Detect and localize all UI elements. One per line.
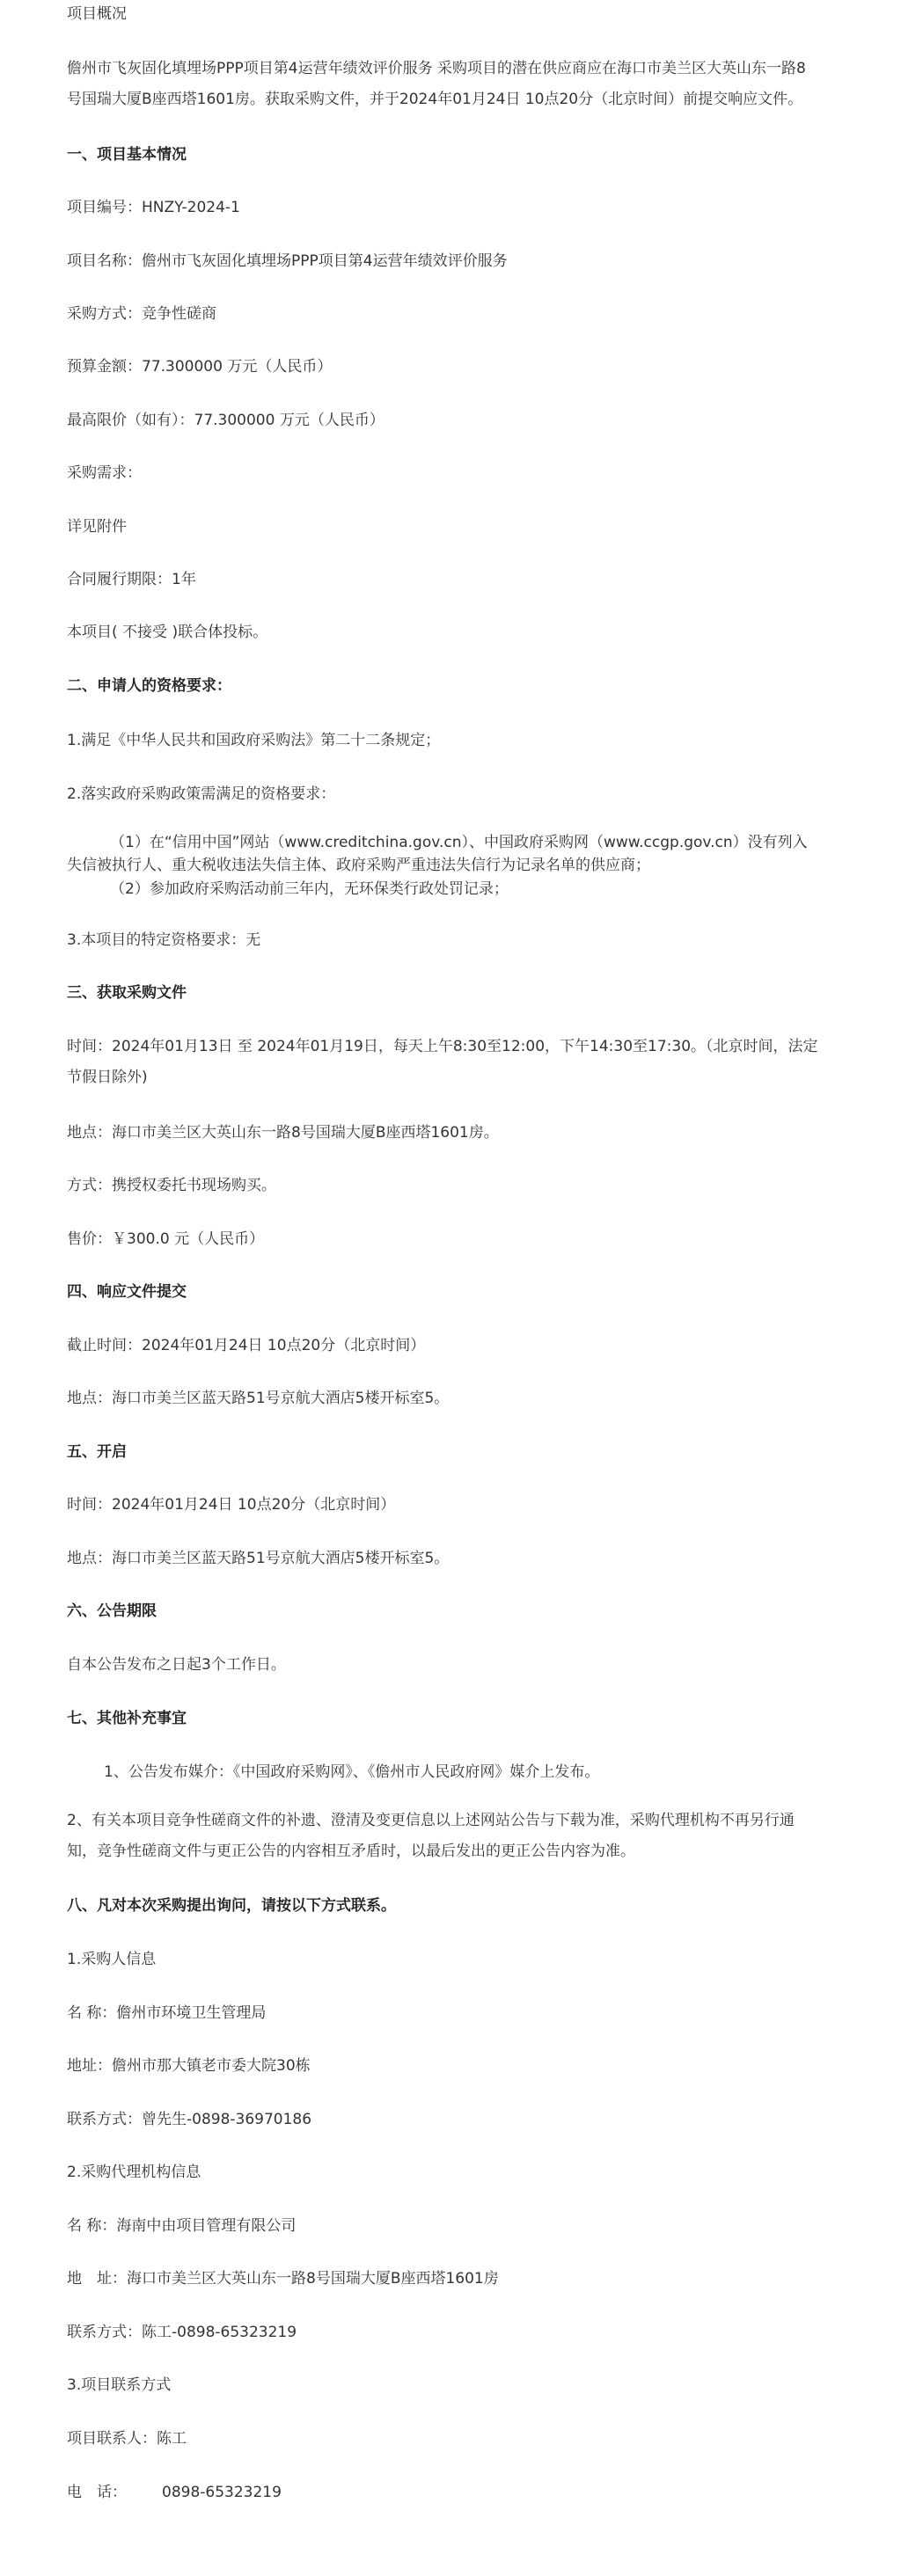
obtain-time-line-1: 时间：2024年01月13日 至 2024年01月19日，每天上午8:30至12:00，下午14:30至17:30。（北京时间，法定 [67,1038,818,1055]
project-contact-person: 项目联系人：陈工 [67,2430,187,2448]
agency-contact: 联系方式：陈工-0898-65323219 [67,2324,297,2341]
budget-amount: 预算金额：77.300000 万元（人民币） [67,358,333,376]
obtain-time-line-2: 节假日除外) [67,1069,148,1086]
obtain-place: 地点：海口市美兰区大英山东一路8号国瑞大厦B座西塔1601房。 [67,1124,499,1142]
agency-heading: 2.采购代理机构信息 [67,2164,201,2181]
section-4-title: 四、响应文件提交 [67,1283,187,1301]
section-3-title: 三、获取采购文件 [67,984,187,1002]
section-2-title: 二、申请人的资格要求： [67,677,231,695]
contract-period: 合同履行期限：1年 [67,571,196,588]
qualification-sub-1-line-2: 失信被执行人、重大税收违法失信主体、政府采购严重违法失信行为记录名单的供应商； [67,857,650,874]
section-8-title: 八、凡对本次采购提出询问，请按以下方式联系。 [67,1897,396,1915]
opening-place: 地点：海口市美兰区蓝天路51号京航大酒店5楼开标室5。 [67,1550,450,1567]
supplement-item-2-line-2: 知，竞争性磋商文件与更正公告的内容相互矛盾时，以最后发出的更正公告内容为准。 [67,1843,635,1860]
submission-place: 地点：海口市美兰区蓝天路51号京航大酒店5楼开标室5。 [67,1390,450,1407]
supplement-item-2-line-1: 2、有关本项目竞争性磋商文件的补遗、澄清及变更信息以上述网站公告与下载为准，采购代理机构不再另行通 [67,1812,795,1829]
submission-deadline: 截止时间：2024年01月24日 10点20分（北京时间） [67,1337,426,1354]
section-7-title: 七、其他补充事宜 [67,1710,187,1727]
phone-value: 0898-65323219 [162,2484,282,2501]
project-number: 项目编号：HNZY-2024-1 [67,199,240,216]
procurement-demand: 采购需求： [67,464,142,482]
purchaser-contact: 联系方式：曾先生-0898-36970186 [67,2111,312,2128]
obtain-way: 方式：携授权委托书现场购买。 [67,1177,276,1194]
project-phone-row [67,2482,419,2503]
qualification-item-1: 1.满足《中华人民共和国政府采购法》第二十二条规定； [67,732,441,749]
qualification-item-2: 2.落实政府采购政策需满足的资格要求： [67,785,336,803]
phone-label: 电 话： [67,2484,127,2501]
qualification-item-3: 3.本项目的特定资格要求：无 [67,931,261,949]
opening-time: 时间：2024年01月24日 10点20分（北京时间） [67,1496,396,1514]
notice-period: 自本公告发布之日起3个工作日。 [67,1656,286,1674]
section-5-title: 五、开启 [67,1443,127,1461]
see-attachment: 详见附件 [67,518,127,536]
procurement-method: 采购方式：竞争性磋商 [67,305,216,323]
project-contact-heading: 3.项目联系方式 [67,2376,172,2394]
purchaser-name: 名 称：儋州市环境卫生管理局 [67,2004,267,2022]
qualification-sub-2: （2）参加政府采购活动前三年内，无环保类行政处罚记录； [110,880,509,898]
agency-name: 名 称：海南中由项目管理有限公司 [67,2217,297,2235]
purchaser-heading: 1.采购人信息 [67,1951,157,1968]
section-1-title: 一、项目基本情况 [67,146,187,164]
agency-address: 地 址：海口市美兰区大英山东一路8号国瑞大厦B座西塔1601房 [67,2270,499,2288]
overview-heading: 项目概况 [67,5,127,23]
project-name: 项目名称：儋州市飞灰固化填埋场PPP项目第4运营年绩效评价服务 [67,252,508,270]
overview-paragraph-line-2: 号国瑞大厦B座西塔1601房。获取采购文件，并于2024年01月24日 10点20分（北京时间）前提交响应文件。 [67,91,803,108]
section-6-title: 六、公告期限 [67,1602,157,1620]
consortium-note: 本项目( 不接受 )联合体投标。 [67,624,268,641]
supplement-item-1: 1、公告发布媒介：《中国政府采购网》、《儋州市人民政府网》媒介上发布。 [104,1763,600,1781]
document-price: 售价：￥300.0 元（人民币） [67,1230,265,1248]
max-price: 最高限价（如有）：77.300000 万元（人民币） [67,412,385,429]
qualification-sub-1-line-1: （1）在“信用中国”网站（www.creditchina.gov.cn）、中国政府采购网（www.ccgp.gov.cn）没有列入 [110,834,808,851]
purchaser-address: 地址：儋州市那大镇老市委大院30栋 [67,2057,311,2075]
overview-paragraph-line-1: 儋州市飞灰固化填埋场PPP项目第4运营年绩效评价服务 采购项目的潜在供应商应在海口市美兰区大英山东一路8 [67,60,806,77]
